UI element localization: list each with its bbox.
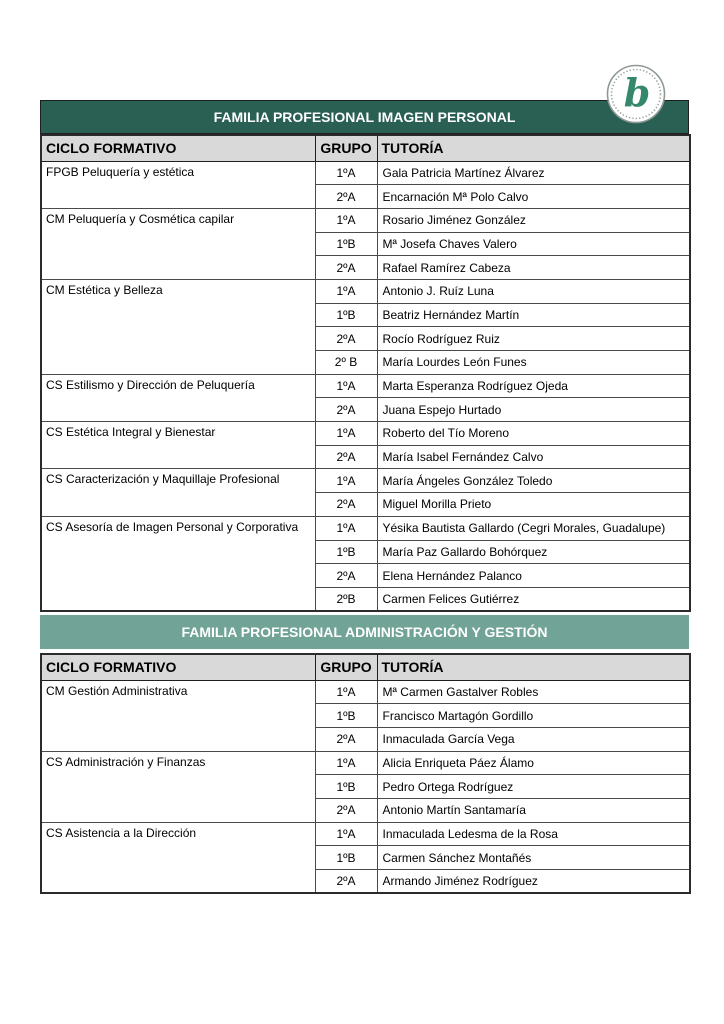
ciclo-cell: CS Estilismo y Dirección de Peluquería xyxy=(41,374,315,421)
column-header-row xyxy=(41,654,690,680)
table-row xyxy=(41,680,690,704)
table-row xyxy=(41,469,690,493)
grupo-cell: 1ºA xyxy=(315,208,377,232)
ciclo-cell: CS Administración y Finanzas xyxy=(41,751,315,822)
tutor-cell: Rafael Ramírez Cabeza xyxy=(377,256,690,280)
table-row xyxy=(41,208,690,232)
grupo-cell: 1ºB xyxy=(315,540,377,564)
grupo-cell: 1ºA xyxy=(315,374,377,398)
grupo-cell: 1ºB xyxy=(315,704,377,728)
tutor-cell: Francisco Martagón Gordillo xyxy=(377,704,690,728)
grupo-cell: 2ºB xyxy=(315,587,377,611)
column-header-ciclo: CICLO FORMATIVO xyxy=(41,654,315,680)
grupo-cell: 1ºA xyxy=(315,469,377,493)
grupo-cell: 2ºA xyxy=(315,870,377,894)
ciclo-cell: CM Peluquería y Cosmética capilar xyxy=(41,208,315,279)
column-header-row xyxy=(41,135,690,161)
grupo-cell: 2ºA xyxy=(315,445,377,469)
tutor-cell: Miguel Morilla Prieto xyxy=(377,493,690,517)
family-title-administracion-gestion: FAMILIA PROFESIONAL ADMINISTRACIÓN Y GESTIÓN xyxy=(40,615,689,649)
table-administracion-gestion xyxy=(40,653,691,894)
grupo-cell: 1ºA xyxy=(315,680,377,704)
column-header-grupo: GRUPO xyxy=(315,135,377,161)
tutor-cell: Mª Carmen Gastalver Robles xyxy=(377,680,690,704)
section-imagen-personal xyxy=(40,100,689,612)
school-logo-seal xyxy=(606,64,666,124)
seal-letter: b xyxy=(623,70,651,115)
table-row xyxy=(41,279,690,303)
tutor-cell: María Isabel Fernández Calvo xyxy=(377,445,690,469)
school-logo xyxy=(606,64,666,124)
ciclo-cell: CS Asistencia a la Dirección xyxy=(41,822,315,893)
family-title-imagen-personal: FAMILIA PROFESIONAL IMAGEN PERSONAL xyxy=(40,100,689,134)
grupo-cell: 1ºA xyxy=(315,161,377,185)
tutor-cell: Antonio Martín Santamaría xyxy=(377,799,690,823)
grupo-cell: 2ºA xyxy=(315,799,377,823)
ciclo-cell: CS Caracterización y Maquillaje Profesional xyxy=(41,469,315,516)
column-header-grupo: GRUPO xyxy=(315,654,377,680)
table-row xyxy=(41,516,690,540)
table-row xyxy=(41,751,690,775)
tutor-cell: Carmen Felices Gutiérrez xyxy=(377,587,690,611)
tutor-cell: Elena Hernández Palanco xyxy=(377,564,690,588)
grupo-cell: 1ºB xyxy=(315,775,377,799)
tutor-cell: Roberto del Tío Moreno xyxy=(377,422,690,446)
tutor-cell: Beatriz Hernández Martín xyxy=(377,303,690,327)
tutor-cell: Rocío Rodríguez Ruiz xyxy=(377,327,690,351)
tutor-cell: María Paz Gallardo Bohórquez xyxy=(377,540,690,564)
grupo-cell: 1ºA xyxy=(315,279,377,303)
tutor-cell: Mª Josefa Chaves Valero xyxy=(377,232,690,256)
tutor-cell: Juana Espejo Hurtado xyxy=(377,398,690,422)
tutor-cell: Gala Patricia Martínez Álvarez xyxy=(377,161,690,185)
table-row xyxy=(41,422,690,446)
table-row xyxy=(41,374,690,398)
tutor-cell: Inmaculada García Vega xyxy=(377,727,690,751)
grupo-cell: 1ºB xyxy=(315,846,377,870)
grupo-cell: 2ºA xyxy=(315,256,377,280)
grupo-cell: 2ºA xyxy=(315,564,377,588)
tutor-cell: Pedro Ortega Rodríguez xyxy=(377,775,690,799)
tutor-cell: Armando Jiménez Rodríguez xyxy=(377,870,690,894)
tutor-cell: María Lourdes León Funes xyxy=(377,351,690,375)
table-imagen-personal xyxy=(40,134,691,612)
tutor-cell: Rosario Jiménez González xyxy=(377,208,690,232)
tutor-cell: Antonio J. Ruíz Luna xyxy=(377,279,690,303)
grupo-cell: 1ºA xyxy=(315,751,377,775)
ciclo-cell: CM Estética y Belleza xyxy=(41,279,315,374)
table-row xyxy=(41,161,690,185)
ciclo-cell: CS Estética Integral y Bienestar xyxy=(41,422,315,469)
column-header-tutoria: TUTORÍA xyxy=(377,135,690,161)
grupo-cell: 1ºA xyxy=(315,422,377,446)
grupo-cell: 2ºA xyxy=(315,327,377,351)
grupo-cell: 2ºA xyxy=(315,398,377,422)
tutor-cell: Yésika Bautista Gallardo (Cegri Morales, Guadalupe) xyxy=(377,516,690,540)
column-header-tutoria: TUTORÍA xyxy=(377,654,690,680)
tutor-cell: Alicia Enriqueta Páez Álamo xyxy=(377,751,690,775)
tutor-cell: Marta Esperanza Rodríguez Ojeda xyxy=(377,374,690,398)
ciclo-cell: CS Asesoría de Imagen Personal y Corporativa xyxy=(41,516,315,611)
grupo-cell: 1ºA xyxy=(315,516,377,540)
ciclo-cell: FPGB Peluquería y estética xyxy=(41,161,315,208)
tutor-cell: Encarnación Mª Polo Calvo xyxy=(377,185,690,209)
tutor-cell: Carmen Sánchez Montañés xyxy=(377,846,690,870)
grupo-cell: 2ºA xyxy=(315,493,377,517)
ciclo-cell: CM Gestión Administrativa xyxy=(41,680,315,751)
section-administracion-gestion xyxy=(40,615,689,894)
grupo-cell: 2º B xyxy=(315,351,377,375)
column-header-ciclo: CICLO FORMATIVO xyxy=(41,135,315,161)
table-row xyxy=(41,822,690,846)
grupo-cell: 1ºB xyxy=(315,232,377,256)
tutoria-document xyxy=(40,100,689,894)
grupo-cell: 1ºA xyxy=(315,822,377,846)
tutor-cell: Inmaculada Ledesma de la Rosa xyxy=(377,822,690,846)
grupo-cell: 1ºB xyxy=(315,303,377,327)
grupo-cell: 2ºA xyxy=(315,727,377,751)
grupo-cell: 2ºA xyxy=(315,185,377,209)
tutor-cell: María Ángeles González Toledo xyxy=(377,469,690,493)
